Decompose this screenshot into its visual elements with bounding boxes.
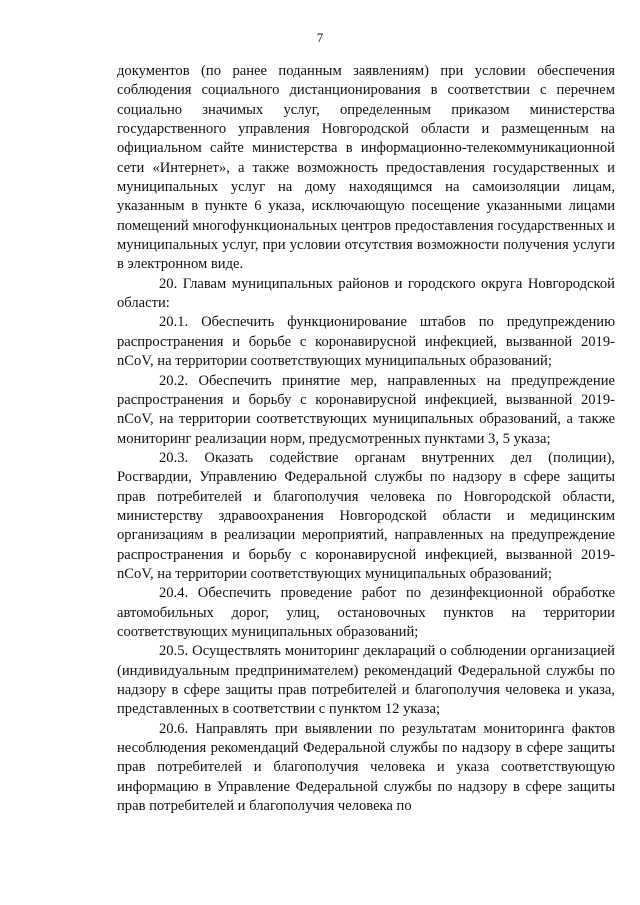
paragraph-item-20-1: 20.1. Обеспечить функционирование штабов по предупреждению распространения и борьбе с коронавирусной инфекцией, вызванной 2019-nCoV, на территории соответствующих муниципальных образований; — [117, 314, 615, 370]
paragraph-item-20-5: 20.5. Осуществлять мониторинг деклараций о соблюдении организацией (индивидуальным предпринимателем) рекомендаций Федеральной службы по надзору в сфере защиты прав потребителей и благополучия человека и указа, представленных в соответствии с пунктом 12 указа; — [117, 643, 615, 718]
paragraph-item-20-6: 20.6. Направлять при выявлении по результатам мониторинга фактов несоблюдения рекомендаций Федеральной службы по надзору в сфере защиты прав потребителей и благополучия человека и указа соответствующую информацию в Управление Федеральной службы по надзору в сфере защиты прав потребителей и благополучия человека по — [117, 720, 615, 815]
paragraph-item-20-4: 20.4. Обеспечить проведение работ по дезинфекционной обработке автомобильных дорог, улиц, остановочных пунктов на территории соответствующих муниципальных образований; — [117, 585, 615, 640]
paragraph-item-20-3: 20.3. Оказать содействие органам внутренних дел (полиции), Росгвардии, Управлению Федеральной службы по надзору в сфере защиты прав потребителей и благополучия человека по Новгородской области, министерству здравоохранения Новгородской области и медицинским организациям в реализации мероприятий, направленных на предупреждение распространения и борьбу с коронавирусной инфекцией, вызванной 2019-nCoV, на территории соответствующих муниципальных образований; — [117, 449, 615, 582]
paragraph-continuation: документов (по ранее поданным заявлениям) при условии обеспечения соблюдения социального дистанционирования в соответствии с перечнем социально значимых услуг, определенным приказом министерства государственного управления Новгородской области и размещенным на официальном сайте министерства в информационно-телекоммуникационной сети «Интернет», а также возможность предоставления государственных и муниципальных услуг на дому находящимся на самоизоляции лицам, указанным в пункте 6 указа, исключающую посещение указанными лицами помещений многофункциональных центров предоставления государственных и муниципальных услуг, при условии отсутствия возможности получения услуги в электронном виде. — [117, 63, 615, 273]
document-body — [117, 62, 615, 816]
page-number: 7 — [316, 30, 324, 45]
paragraph-item-20-2: 20.2. Обеспечить принятие мер, направленных на предупреждение распространения и борьбу с коронавирусной инфекцией, вызванной 2019-nCoV, на территории соответствующих муниципальных образований, а также мониторинг реализации норм, предусмотренных пунктами 3, 5 указа; — [117, 372, 615, 447]
paragraph-item-20: 20. Главам муниципальных районов и городского округа Новгородской области: — [117, 275, 615, 312]
